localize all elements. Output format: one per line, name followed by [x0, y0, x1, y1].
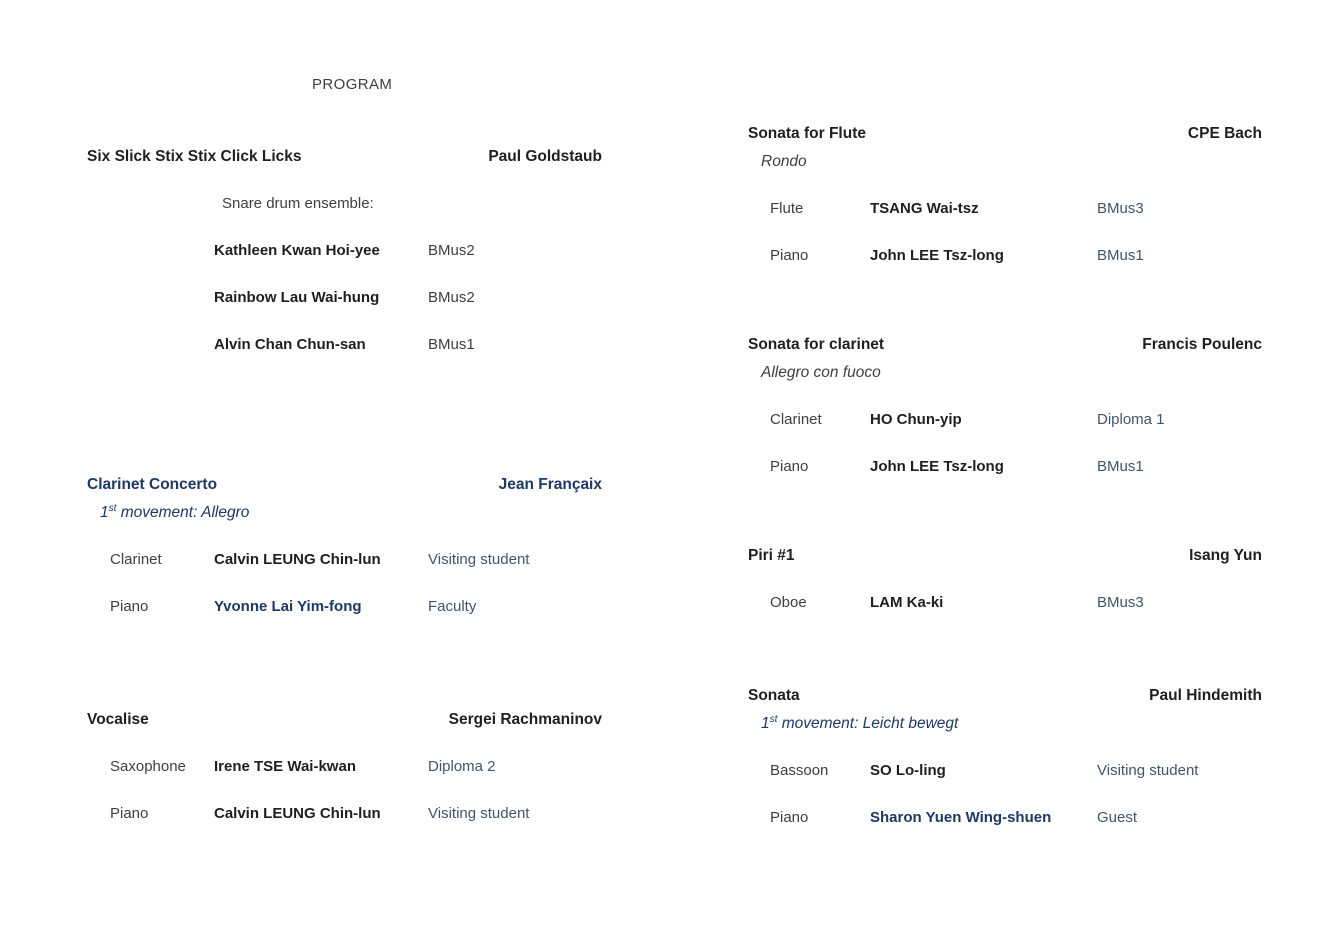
performer-row	[748, 759, 1262, 783]
piece-title: Piri #1	[748, 547, 795, 564]
performer-status: Visiting student	[1097, 762, 1199, 780]
piece-header	[87, 708, 602, 732]
instrument-label: Piano	[110, 598, 149, 616]
composer-name: Isang Yun	[1189, 547, 1262, 564]
performer-status: Diploma 2	[428, 758, 496, 775]
movement-subtitle	[748, 708, 1262, 736]
piece-header	[748, 684, 1262, 708]
performer-row	[87, 286, 602, 310]
piece-title: Sonata for clarinet	[748, 336, 885, 353]
performer-status: BMus3	[1097, 594, 1144, 611]
piece-title: Vocalise	[87, 711, 149, 728]
piece-header	[748, 544, 1262, 568]
movement-subtitle-base: Allegro con fuoco	[761, 364, 881, 382]
performer-row	[748, 455, 1262, 479]
piece-section	[748, 684, 1262, 830]
composer-name: Sergei Rachmaninov	[448, 711, 602, 728]
performer-row	[748, 244, 1262, 268]
performer-status: BMus1	[1097, 247, 1144, 265]
piece-header	[748, 122, 1262, 146]
piece-section	[87, 473, 602, 619]
piece-section	[87, 145, 602, 357]
instrument-label: Piano	[770, 458, 809, 476]
performer-status: BMus2	[428, 242, 475, 259]
performer-status: Diploma 1	[1097, 411, 1165, 429]
piece-title: Sonata	[748, 687, 800, 704]
program-column-right	[748, 0, 1262, 949]
performer-status: BMus1	[428, 336, 475, 353]
performer-name: SO Lo-ling	[870, 762, 946, 780]
performer-name: Yvonne Lai Yim-fong	[214, 598, 362, 616]
page-title: PROGRAM	[312, 76, 393, 93]
performer-name: Calvin LEUNG Chin-lun	[214, 805, 381, 822]
movement-subtitle	[748, 146, 1262, 174]
instrument-label: Clarinet	[110, 551, 162, 569]
movement-subtitle-sup: st	[769, 714, 778, 725]
performer-status: BMus2	[428, 289, 475, 306]
piece-section	[748, 122, 1262, 268]
piece-section	[748, 544, 1262, 615]
performer-name: Kathleen Kwan Hoi-yee	[214, 242, 380, 259]
performer-name: LAM Ka-ki	[870, 594, 944, 611]
performer-status: Visiting student	[428, 551, 530, 569]
piece-section	[87, 708, 602, 826]
movement-subtitle-sup: st	[108, 503, 117, 514]
piece-title: Six Slick Stix Stix Click Licks	[87, 148, 302, 165]
piece-title: Clarinet Concerto	[87, 476, 218, 493]
instrument-label: Bassoon	[770, 762, 829, 780]
performer-name: TSANG Wai-tsz	[870, 200, 979, 218]
instrument-label: Piano	[770, 247, 809, 265]
performer-row	[748, 408, 1262, 432]
instrument-label: Oboe	[770, 594, 807, 611]
performer-row	[748, 591, 1262, 615]
performer-row	[748, 197, 1262, 221]
piece-header	[87, 473, 602, 497]
movement-subtitle-rest: movement: Leicht bewegt	[777, 715, 959, 733]
program-column-left	[87, 0, 602, 949]
instrument-label: Clarinet	[770, 411, 822, 429]
composer-name: Francis Poulenc	[1142, 336, 1262, 353]
performer-row	[87, 802, 602, 826]
piece-title: Sonata for Flute	[748, 125, 866, 142]
instrument-label: Saxophone	[110, 758, 186, 775]
ensemble-label: Snare drum ensemble:	[222, 195, 374, 212]
performer-name: John LEE Tsz-long	[870, 458, 1004, 476]
movement-subtitle-base: 1	[761, 715, 770, 733]
performer-row	[87, 595, 602, 619]
performer-name: Calvin LEUNG Chin-lun	[214, 551, 381, 569]
composer-name: Jean Françaix	[498, 476, 602, 493]
composer-name: Paul Hindemith	[1149, 687, 1262, 704]
movement-subtitle-rest: movement: Allegro	[116, 504, 250, 522]
piece-section	[748, 333, 1262, 479]
movement-subtitle	[87, 497, 602, 525]
instrument-label: Flute	[770, 200, 804, 218]
performer-row	[87, 548, 602, 572]
piece-header	[87, 145, 602, 169]
instrument-label: Piano	[110, 805, 149, 822]
performer-name: HO Chun-yip	[870, 411, 962, 429]
composer-name: CPE Bach	[1187, 125, 1262, 142]
performer-name: John LEE Tsz-long	[870, 247, 1004, 265]
performer-status: Guest	[1097, 809, 1138, 827]
performer-status: Visiting student	[428, 805, 530, 822]
performer-name: Rainbow Lau Wai-hung	[214, 289, 380, 306]
performer-status: BMus1	[1097, 458, 1144, 476]
performer-name: Irene TSE Wai-kwan	[214, 758, 356, 775]
piece-header	[748, 333, 1262, 357]
performer-status: Faculty	[428, 598, 477, 616]
performer-row	[748, 806, 1262, 830]
movement-subtitle-base: 1	[100, 504, 109, 522]
performer-name: Alvin Chan Chun-san	[214, 336, 366, 353]
movement-subtitle	[748, 357, 1262, 385]
performer-name: Sharon Yuen Wing-shuen	[870, 809, 1052, 827]
performer-row	[87, 333, 602, 357]
instrument-label: Piano	[770, 809, 809, 827]
performer-row	[87, 755, 602, 779]
movement-subtitle-base: Rondo	[761, 153, 807, 171]
performer-row	[87, 239, 602, 263]
composer-name: Paul Goldstaub	[488, 148, 602, 165]
performer-status: BMus3	[1097, 200, 1144, 218]
